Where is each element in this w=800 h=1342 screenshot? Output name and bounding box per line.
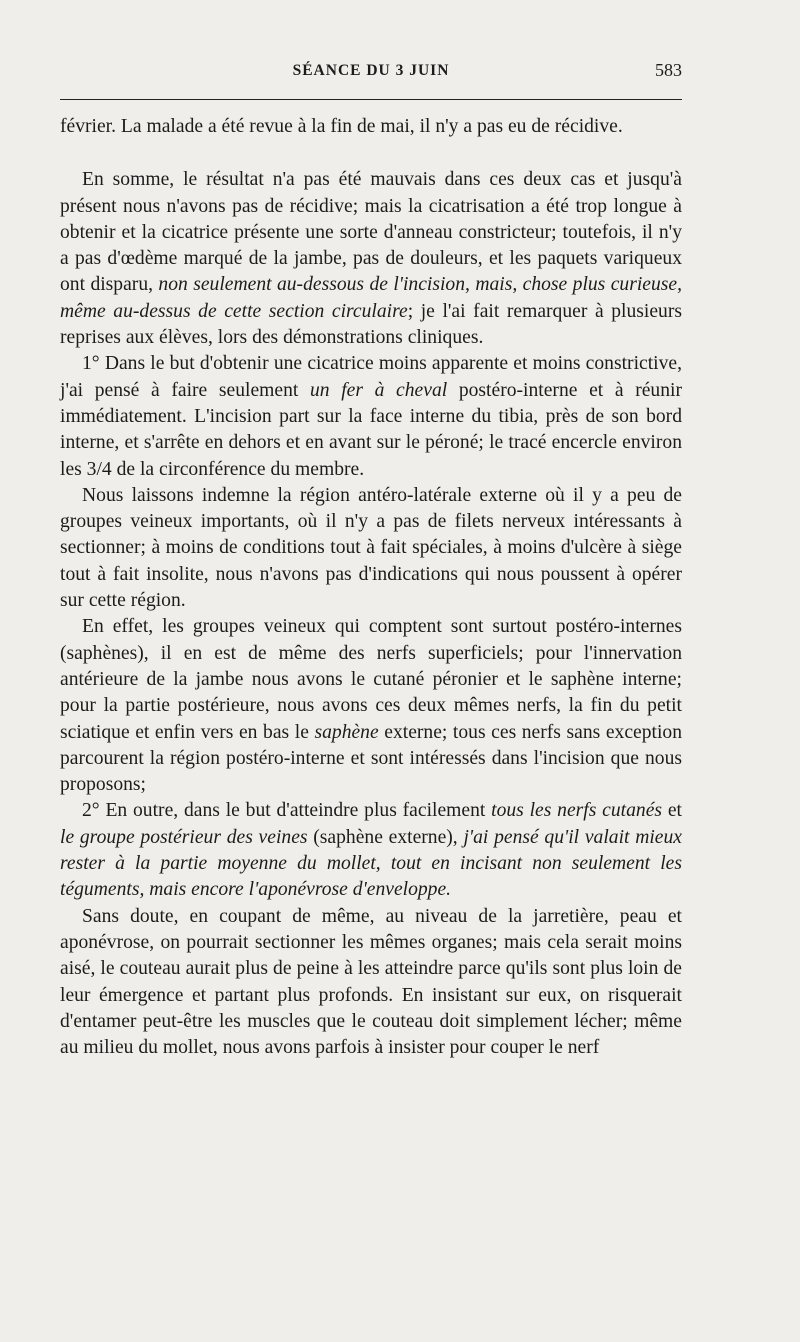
paragraph-text: externe; tous ces nerfs sans exception parcourent la région postéro-interne et sont intéressés dans l'incision que nous proposons;: [60, 721, 682, 796]
italic-phrase: le groupe postérieur des veines: [60, 826, 308, 848]
italic-phrase: un fer à cheval: [309, 379, 448, 401]
body-text: [60, 114, 682, 1061]
page-number: 583: [655, 60, 682, 80]
paragraph-veins-nerves: [60, 614, 682, 798]
paragraph-text: 1° Dans le but d'obtenir une cicatrice moins apparente et moins constrictive, j'ai pensé à faire seulement: [60, 353, 682, 401]
paragraph-text: et: [662, 800, 682, 822]
paragraph-summary: [60, 167, 682, 351]
paragraph-text: 2° En outre, dans le but d'atteindre plus facilement: [82, 800, 492, 822]
header-rule: [60, 99, 682, 100]
paragraph-text: ; je l'ai fait remarquer à plusieurs reprises aux élèves, lors des démonstrations cliniques.: [60, 300, 682, 349]
paragraph-text: En effet, les groupes veineux qui comptent sont surtout postéro-internes (saphènes), il en est de même des nerfs superficiels; pour l'innervation antérieure de la jambe nous avons le cutané péronier et le saphène interne; pour la partie postérieure, nous avons ces deux mêmes nerfs, la fin du petit sciatique et enfin vers en bas le: [60, 616, 682, 743]
paragraph-region: [60, 483, 682, 614]
paragraph-continuation: [60, 114, 682, 140]
paragraph-point-2: [60, 798, 682, 903]
paragraph-point-1: [60, 351, 682, 482]
italic-phrase: non seulement au-dessous de l'incision, mais, chose plus curieuse, même au-dessus de cette section circulaire: [60, 274, 682, 322]
italic-phrase: tous les nerfs cutanés: [491, 800, 663, 822]
paragraph-text: février. La malade a été revue à la fin de mai, il n'y a pas eu de récidive.: [60, 116, 623, 137]
paragraph-jarretiere: [60, 904, 682, 1062]
paragraph-text: (saphène externe),: [307, 826, 464, 848]
paragraph-text: Sans doute, en coupant de même, au niveau de la jarretière, peau et aponévrose, on pourrait sectionner les mêmes organes; mais cela serait moins aisé, le couteau aurait plus de peine à les atteindre parce qu'ils sont plus loin de leur émergence et partant plus profonds. En insistant sur eux, on risquerait d'entamer peut-être les muscles que le couteau doit simplement lécher; même au milieu du mollet, nous avons parfois à insister pour couper le nerf: [60, 905, 682, 1059]
italic-phrase: j'ai pensé qu'il valait mieux rester à la partie moyenne du mollet, tout en incisant non seulement les téguments, mais encore l'aponévrose d'enveloppe.: [60, 826, 682, 901]
paragraph-text: Nous laissons indemne la région antéro-latérale externe où il y a peu de groupes veineux importants, où il n'y a pas de filets nerveux intéressants à sectionner; à moins de conditions tout à fait spéciales, à moins d'ulcère à siège tout à fait insolite, nous n'avons pas d'indications qui nous poussent à opérer sur cette région.: [60, 484, 682, 612]
page-header: [60, 60, 682, 86]
running-title: SÉANCE DU 3 JUIN: [292, 62, 450, 79]
italic-phrase: saphène: [314, 721, 379, 743]
paragraph-text: postéro-interne et à réunir immédiatement. L'incision part sur la face interne du tibia, près de son bord interne, et s'arrête en dehors et en avant sur le péroné; le tracé encercle environ les 3/4 de la circonférence du membre.: [60, 379, 682, 480]
paragraph-text: En somme, le résultat n'a pas été mauvais dans ces deux cas et jusqu'à présent nous n'avons pas de récidive; mais la cicatrisation a été trop longue à obtenir et la cicatrice présente une sorte d'anneau constricteur; toutefois, il n'y a pas d'œdème marqué de la jambe, pas de douleurs, et les paquets variqueux ont disparu,: [60, 169, 682, 296]
